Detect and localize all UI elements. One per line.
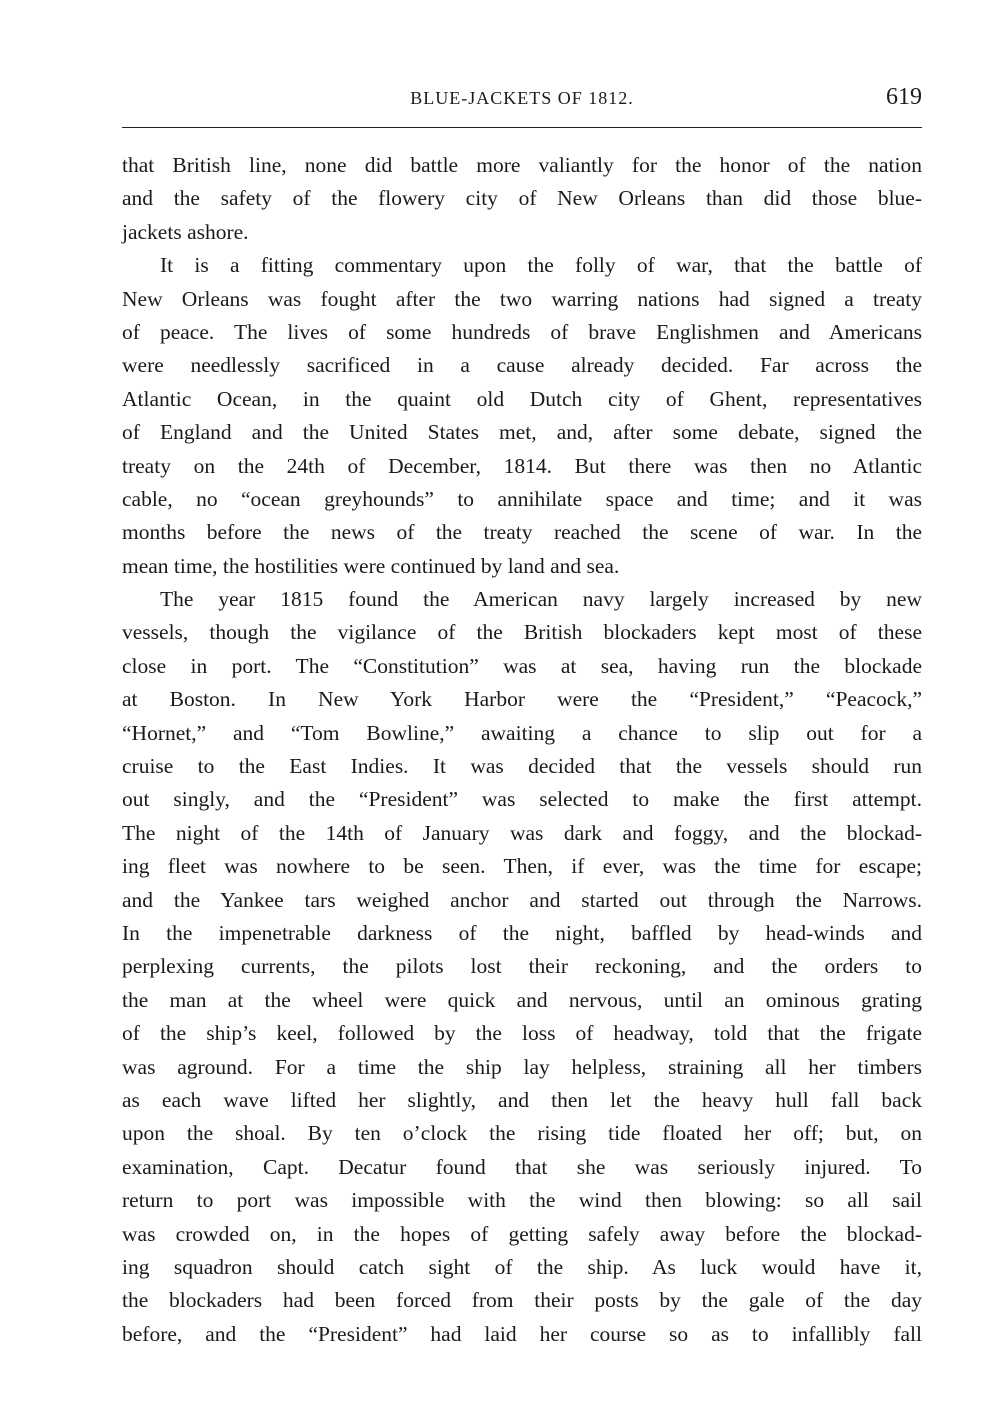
text-line: months before the news of the treaty reached the scene of war. In the (122, 520, 922, 545)
text-line: perplexing currents, the pilots lost their reckoning, and the orders to (122, 954, 922, 979)
text-line: New Orleans was fought after the two warring nations had signed a treaty (122, 286, 922, 311)
text-line: at Boston. In New York Harbor were the “President,” “Peacock,” (122, 687, 922, 712)
text-line: It is a fitting commentary upon the folly of war, that the battle of (160, 253, 922, 278)
text-line: the blockaders had been forced from their posts by the gale of the day (122, 1288, 922, 1313)
text-line: before, and the “President” had laid her course so as to infallibly fall (122, 1321, 922, 1346)
text-line: vessels, though the vigilance of the British blockaders kept most of these (122, 620, 922, 645)
text-line: was crowded on, in the hopes of getting safely away before the blockad- (122, 1221, 922, 1246)
text-line: was aground. For a time the ship lay helpless, straining all her timbers (122, 1054, 922, 1079)
text-line: Atlantic Ocean, in the quaint old Dutch city of Ghent, representatives (122, 386, 922, 411)
text-line: ing squadron should catch sight of the ship. As luck would have it, (122, 1254, 922, 1279)
text-line: examination, Capt. Decatur found that she was seriously injured. To (122, 1154, 922, 1179)
text-line: close in port. The “Constitution” was at sea, having run the blockade (122, 653, 922, 678)
text-line: cruise to the East Indies. It was decided that the vessels should run (122, 754, 922, 779)
text-line: return to port was impossible with the wind then blowing: so all sail (122, 1188, 922, 1213)
text-line: cable, no “ocean greyhounds” to annihilate space and time; and it was (122, 486, 922, 511)
text-line: and the safety of the flowery city of New Orleans than did those blue- (122, 186, 922, 211)
text-line: ing fleet was nowhere to be seen. Then, if ever, was the time for escape; (122, 854, 922, 879)
text-line: were needlessly sacrificed in a cause already decided. Far across the (122, 353, 922, 378)
page-header (122, 84, 922, 114)
text-line: In the impenetrable darkness of the night, baffled by head-winds and (122, 920, 922, 945)
text-line: of the ship’s keel, followed by the loss of headway, told that the frigate (122, 1021, 922, 1046)
text-line: The year 1815 found the American navy largely increased by new (160, 587, 922, 612)
header-rule (122, 127, 922, 128)
text-line: as each wave lifted her slightly, and then let the heavy hull fall back (122, 1087, 922, 1112)
text-line: that British line, none did battle more valiantly for the honor of the nation (122, 153, 922, 177)
text-line: treaty on the 24th of December, 1814. But there was then no Atlantic (122, 453, 922, 478)
text-line: and the Yankee tars weighed anchor and started out through the Narrows. (122, 887, 922, 912)
page-body (122, 149, 922, 1351)
text-line: the man at the wheel were quick and nervous, until an ominous grating (122, 987, 922, 1012)
text-line: of England and the United States met, and, after some debate, signed the (122, 420, 922, 445)
text-line: of peace. The lives of some hundreds of brave Englishmen and Americans (122, 319, 922, 344)
text-line: mean time, the hostilities were continued by land and sea. (122, 553, 620, 578)
running-title: BLUE-JACKETS OF 1812. (410, 88, 634, 108)
text-line: upon the shoal. By ten o’clock the rising tide floated her off; but, on (122, 1121, 922, 1146)
text-line: out singly, and the “President” was selected to make the first attempt. (122, 787, 922, 812)
text-line: The night of the 14th of January was dark and foggy, and the blockad- (122, 820, 922, 845)
page-number: 619 (886, 84, 922, 110)
text-line: “Hornet,” and “Tom Bowline,” awaiting a chance to slip out for a (122, 720, 922, 745)
text-line: jackets ashore. (122, 219, 249, 244)
